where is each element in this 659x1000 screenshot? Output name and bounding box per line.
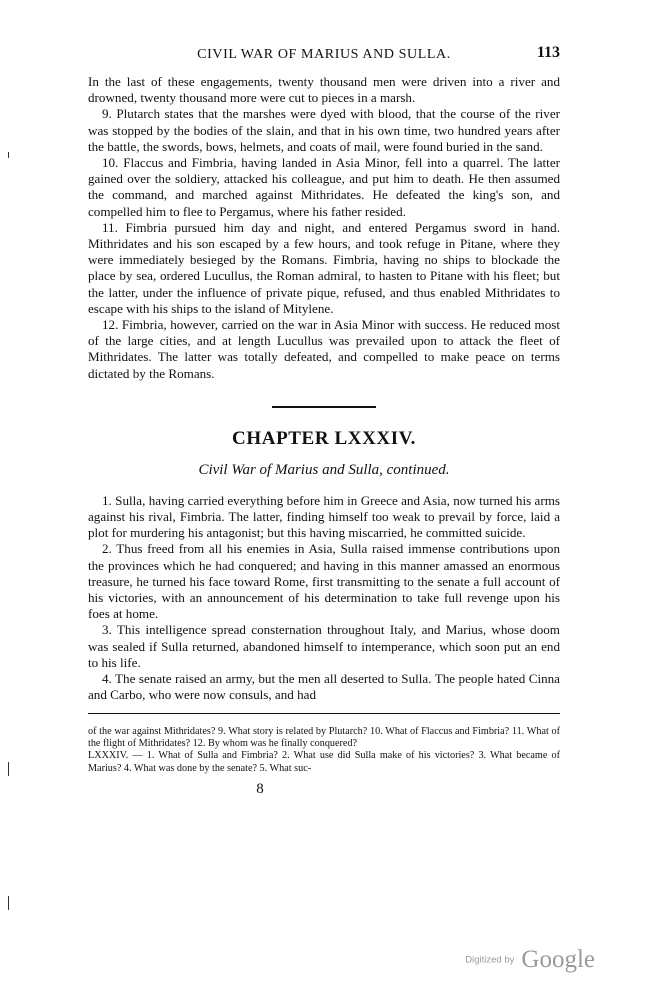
paragraph-9: 9. Plutarch states that the marshes were dyed with blood, that the course of the river was stopped by the bodies of the slain, and that in his own time, two hundred years after the battle, the swords, bows, helmets, and coats of mail, were found buried in the sand. [88,106,560,154]
chapter-body [88,493,560,704]
footnotes [88,713,560,776]
margin-mark [8,762,9,776]
paragraph-4: 4. The senate raised an army, but the men all deserted to Sulla. The people hated Cinna and Carbo, who were now consuls, and had [88,671,560,703]
chapter-subtitle: Civil War of Marius and Sulla, continued. [198,461,450,478]
footnote-questions-1: of the war against Mithridates? 9. What story is related by Plutarch? 10. What of Flaccus and Fimbria? 11. What of the flight of Mithridates? 12. By whom was he finally conquered? [88,725,560,749]
paragraph-2: 2. Thus freed from all his enemies in Asia, Sulla raised immense contributions upon the provinces which he had conquered; and having in this manner amassed an enormous treasure, he turned his face toward Rome, first transmitting to the senate a full account of his victories, with an announcement of his determination to take full revenge upon his foes at home. [88,541,560,622]
running-head [88,44,560,68]
printer-signature: 8 [256,781,264,798]
paragraph-1: 1. Sulla, having carried everything before him in Greece and Asia, now turned his arms against his rival, Fimbria. The latter, finding himself too weak to prevail by force, laid a plot for murdering his antagonist; but this having miscarried, he committed suicide. [88,492,560,541]
preceding-section [88,74,560,382]
paragraph-3: 3. This intelligence spread consternation throughout Italy, and Marius, whose doom was sealed if Sulla returned, abandoned himself to intemperance, which soon put an end to his life. [88,622,560,670]
paragraph-11: 11. Fimbria pursued him day and night, and entered Pergamus sword in hand. Mithridates and his son escaped by a few hours, and took refuge in Pitane, where they were immediately besieged by the Romans. Fimbria, having no ships to blockade the place by sea, ordered Lucullus, the Roman admiral, to hasten to Pitane with his fleet; but the latter, under the influence of private pique, refused, and thus enabled Mithridates to escape with his ships to the island of Mitylene. [88,219,560,316]
footnote-questions-2: LXXXIV. — 1. What of Sulla and Fimbria? 2. What use did Sulla make of his victories? 3. What became of Marius? 4. What was done by the senate? 5. What suc- [88,750,560,774]
watermark-prefix: Digitized by [465,954,515,966]
paragraph-12: 12. Fimbria, however, carried on the war in Asia Minor with success. He reduced most of the large cities, and at length Lucullus was prevailed upon to attack the fleet of Mithridates. The latter was totally defeated, and compelled to make peace on terms dictated by the Romans. [88,317,560,381]
digitization-watermark [465,946,595,974]
chapter-title: CHAPTER LXXXIV. [232,427,416,449]
paragraph-10: 10. Flaccus and Fimbria, having landed in Asia Minor, fell into a quarrel. The latter gained over the soldiery, attacked his colleague, and put him to death. He then assumed the command, and marched against Mithridates. He defeated the king's son, and compelled him to flee to Pergamus, where his father resided. [88,155,560,219]
book-page [88,44,560,798]
margin-mark [8,896,9,910]
running-title: CIVIL WAR OF MARIUS AND SULLA. [197,47,451,62]
margin-mark [8,152,9,158]
page-number: 113 [536,44,560,61]
paragraph-continued: In the last of these engagements, twenty thousand men were driven into a river and drowned, twenty thousand more were cut to pieces in a marsh. [88,74,560,106]
google-logo: Google [521,946,595,973]
section-divider [272,406,376,408]
